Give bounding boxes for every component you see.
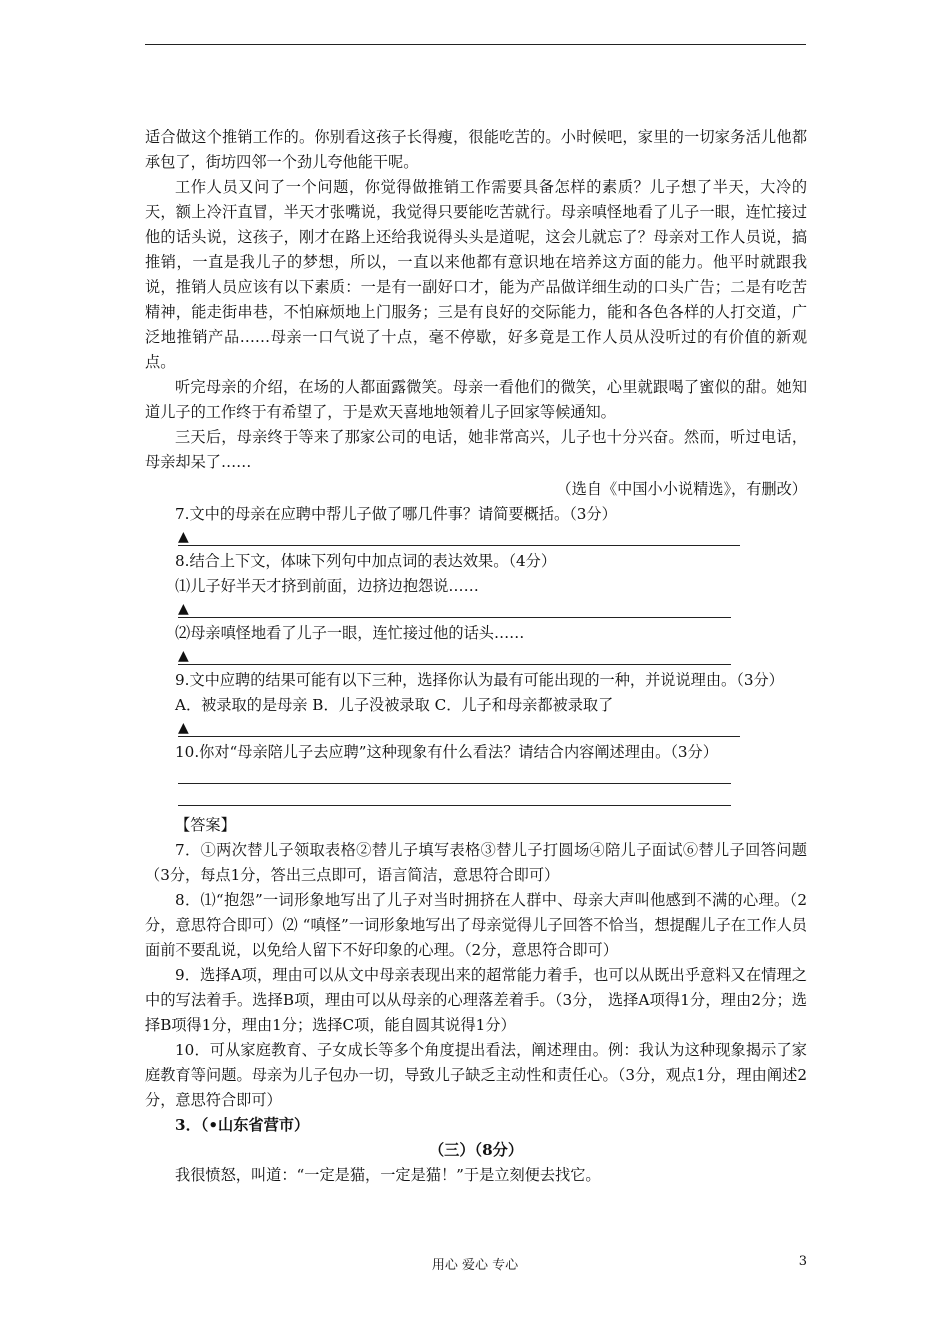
- answer-marker-icon: ▲: [178, 720, 189, 736]
- header-rule: [145, 44, 806, 45]
- answer-9: 9．选择A项，理由可以从文中母亲表现出来的超常能力着手，也可以从既出乎意料又在情理之中的写法着手。选择B项，理由可以从母亲的心理落差着手。（3分， 选择A项得1分，理由2分；选择B项得1分，理由1分；选择C项，能自圆其说得1分）: [145, 966, 807, 1034]
- question-8-1: ⑴儿子好半天才挤到前面，边挤边抱怨说……: [175, 577, 479, 595]
- answer-8: 8．⑴“抱怨”一词形象地写出了儿子对当时拥挤在人群中、母亲大声叫他感到不满的心理。（2分，意思符合即可）⑵ “嗔怪”一词形象地写出了母亲觉得儿子回答不恰当，想提醒儿子在工作人员面前不要乱说，以免给人留下不好印象的心理。（2分，意思符合即可）: [145, 891, 807, 959]
- question-9: 9.文中应聘的结果可能有以下三种，选择你认为最有可能出现的一种，并说说理由。（3分）: [175, 671, 784, 689]
- section-part-title: （三）（8分）: [428, 1141, 524, 1159]
- answer-line-q8-1[interactable]: [178, 599, 731, 621]
- answer-10: 10．可从家庭教育、子女成长等多个角度提出看法，阐述理由。例：我认为这种现象揭示了家庭教育等问题。母亲为儿子包办一切，导致儿子缺乏主动性和责任心。（3分，观点1分，理由阐述2分，意思符合即可）: [145, 1041, 807, 1109]
- passage-paragraph-3: 听完母亲的介绍，在场的人都面露微笑。母亲一看他们的微笑，心里就跟喝了蜜似的甜。她知道儿子的工作终于有希望了，于是欢天喜地地领着儿子回家等候通知。: [145, 378, 807, 421]
- passage-paragraph-1: 适合做这个推销工作的。你别看这孩子长得瘦，很能吃苦的。小时候吧，家里的一切家务活儿他都承包了，街坊四邻一个劲儿夸他能干呢。: [145, 128, 807, 171]
- answer-line-q10-a[interactable]: [178, 765, 731, 787]
- answer-marker-icon: ▲: [178, 529, 189, 545]
- section-first-line: 我很愤怒，叫道：“一定是猫，一定是猫！”于是立刻便去找它。: [175, 1166, 601, 1184]
- passage-paragraph-2: 工作人员又问了一个问题，你觉得做推销工作需要具备怎样的素质？儿子想了半天，大冷的天，额上冷汗直冒，半天才张嘴说，我觉得只要能吃苦就行。母亲嗔怪地看了儿子一眼，连忙接过他的话头说，这孩子，刚才在路上还给我说得头头是道呢，这会儿就忘了？母亲对工作人员说，搞推销，一直是我儿子的梦想，所以，一直以来他都有意识地在培养这方面的能力。他平时就跟我说，推销人员应该有以下素质：一是有一副好口才，能为产品做详细生动的口头广告；二是有吃苦精神，能走街串巷，不怕麻烦地上门服务；三是有良好的交际能力，能和各色各样的人打交道，广泛地推销产品……母亲一口气说了十点，毫不停歇，好多竟是工作人员从没听过的有价值的新观点。: [145, 178, 807, 371]
- answer-line-q7[interactable]: [178, 527, 740, 549]
- question-8: 8.结合上下文，体味下列句中加点词的表达效果。（4分）: [175, 552, 557, 570]
- answer-marker-icon: ▲: [178, 648, 189, 664]
- question-7: 7.文中的母亲在应聘中帮儿子做了哪几件事？请简要概括。（3分）: [175, 505, 617, 523]
- passage-source: （选自《中国小小说精选》，有删改）: [556, 480, 807, 498]
- question-10: 10.你对“母亲陪儿子去应聘”这种现象有什么看法？请结合内容阐述理由。（3分）: [175, 743, 718, 761]
- answer-line-q9[interactable]: [178, 718, 740, 740]
- footer-motto: 用心 爱心 专心: [431, 1258, 519, 1273]
- page-number: 3: [798, 1254, 807, 1269]
- answer-marker-icon: ▲: [178, 601, 189, 617]
- page-content: [145, 125, 807, 1188]
- answer-7: 7．①两次替儿子领取表格②替儿子填写表格③替儿子打圆场④陪儿子面试⑥替儿子回答问题（3分，每点1分，答出三点即可，语言简洁，意思符合即可）: [145, 841, 807, 884]
- answer-line-q8-2[interactable]: [178, 646, 731, 668]
- answer-heading: 【答案】: [175, 816, 236, 834]
- section-label: 3．（•山东省营市）: [175, 1116, 310, 1134]
- question-9-options: A．被录取的是母亲 B．儿子没被录取 C．儿子和母亲都被录取了: [175, 696, 614, 714]
- answer-line-q10-b[interactable]: [178, 787, 731, 809]
- passage-paragraph-4: 三天后，母亲终于等来了那家公司的电话，她非常高兴，儿子也十分兴奋。然而，听过电话，母亲却呆了……: [145, 428, 807, 471]
- question-8-2: ⑵母亲嗔怪地看了儿子一眼，连忙接过他的话头……: [175, 624, 525, 642]
